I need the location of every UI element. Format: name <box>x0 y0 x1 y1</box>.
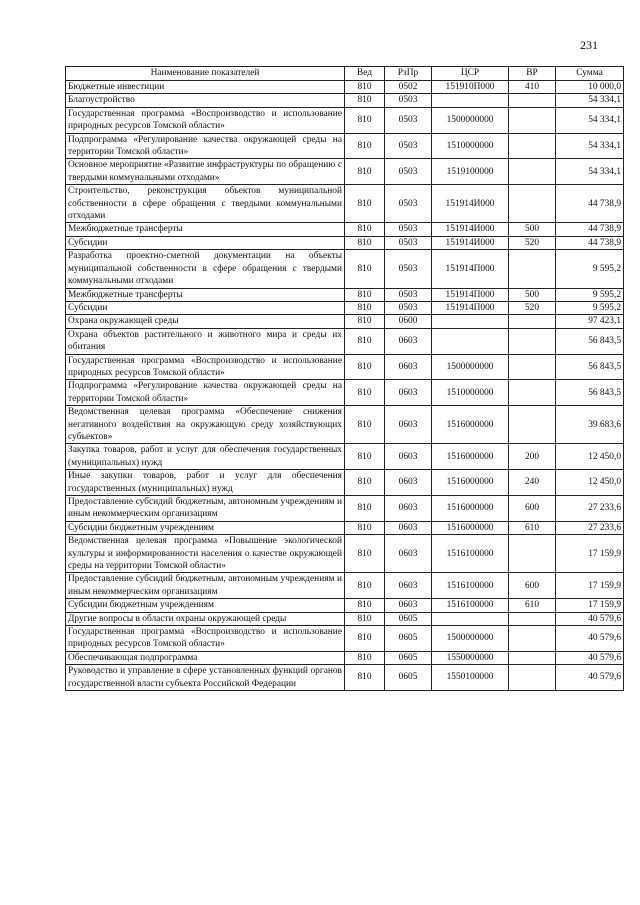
cell-csr: 1500000000 <box>432 354 509 380</box>
cell-vr <box>509 651 556 664</box>
cell-vr <box>509 535 556 573</box>
cell-name: Межбюджетные трансферты <box>66 288 345 301</box>
cell-rzpr: 0605 <box>385 665 432 691</box>
table-row <box>66 626 624 652</box>
cell-name: Субсидии <box>66 236 345 249</box>
cell-sum: 44 738,9 <box>556 236 624 249</box>
cell-sum: 9 595,2 <box>556 288 624 301</box>
cell-vr <box>509 328 556 354</box>
cell-sum: 40 579,6 <box>556 665 624 691</box>
cell-ved: 810 <box>345 354 385 380</box>
cell-csr: 1519100000 <box>432 159 509 185</box>
header-csr: ЦСР <box>432 67 509 81</box>
cell-rzpr: 0502 <box>385 81 432 94</box>
cell-rzpr: 0603 <box>385 535 432 573</box>
cell-name: Государственная программа «Воспроизводство и использование природных ресурсов Томской области» <box>66 107 345 133</box>
cell-rzpr: 0605 <box>385 626 432 652</box>
cell-rzpr: 0503 <box>385 223 432 236</box>
table-row <box>66 250 624 288</box>
cell-name: Охрана окружающей среды <box>66 315 345 328</box>
cell-csr <box>432 328 509 354</box>
table-row <box>66 223 624 236</box>
cell-rzpr: 0503 <box>385 94 432 107</box>
table-row <box>66 599 624 612</box>
cell-sum: 9 595,2 <box>556 250 624 288</box>
table-row <box>66 444 624 470</box>
cell-vr <box>509 185 556 223</box>
table-row <box>66 573 624 599</box>
cell-name: Ведомственная целевая программа «Повышение экологической культуры и информированности населения о качестве окружающей среды на территории Томской области» <box>66 535 345 573</box>
cell-sum: 10 000,0 <box>556 81 624 94</box>
cell-ved: 810 <box>345 612 385 625</box>
cell-rzpr: 0603 <box>385 470 432 496</box>
cell-ved: 810 <box>345 236 385 249</box>
cell-vr: 520 <box>509 301 556 314</box>
table-row <box>66 651 624 664</box>
cell-sum: 54 334,1 <box>556 159 624 185</box>
table-row <box>66 236 624 249</box>
cell-rzpr: 0603 <box>385 521 432 534</box>
cell-csr: 1500000000 <box>432 626 509 652</box>
table-row <box>66 159 624 185</box>
cell-rzpr: 0503 <box>385 107 432 133</box>
cell-csr: 151914П000 <box>432 301 509 314</box>
cell-sum: 39 683,6 <box>556 406 624 444</box>
cell-ved: 810 <box>345 185 385 223</box>
cell-rzpr: 0605 <box>385 651 432 664</box>
cell-vr: 500 <box>509 223 556 236</box>
cell-name: Субсидии бюджетным учреждениям <box>66 521 345 534</box>
cell-csr: 1550100000 <box>432 665 509 691</box>
cell-vr: 240 <box>509 470 556 496</box>
cell-vr: 520 <box>509 236 556 249</box>
cell-name: Предоставление субсидий бюджетным, автономным учреждениям и иным некоммерческим организациям <box>66 496 345 522</box>
cell-csr <box>432 612 509 625</box>
cell-vr: 200 <box>509 444 556 470</box>
cell-csr: 1516000000 <box>432 470 509 496</box>
cell-rzpr: 0503 <box>385 133 432 159</box>
cell-name: Государственная программа «Воспроизводство и использование природных ресурсов Томской области» <box>66 354 345 380</box>
table-body <box>66 81 624 691</box>
table-row <box>66 406 624 444</box>
cell-csr: 1550000000 <box>432 651 509 664</box>
cell-csr <box>432 315 509 328</box>
cell-sum: 17 159,9 <box>556 535 624 573</box>
cell-sum: 40 579,6 <box>556 612 624 625</box>
cell-sum: 54 334,1 <box>556 133 624 159</box>
cell-vr <box>509 626 556 652</box>
table-header <box>66 67 624 81</box>
table-row <box>66 94 624 107</box>
cell-name: Иные закупки товаров, работ и услуг для обеспечения государственных (муниципальных) нужд <box>66 470 345 496</box>
cell-name: Подпрограмма «Регулирование качества окружающей среды на территории Томской области» <box>66 133 345 159</box>
cell-csr: 1510000000 <box>432 380 509 406</box>
cell-vr <box>509 380 556 406</box>
cell-name: Подпрограмма «Регулирование качества окружающей среды на территории Томской области» <box>66 380 345 406</box>
cell-csr: 1510000000 <box>432 133 509 159</box>
cell-vr <box>509 315 556 328</box>
cell-csr <box>432 94 509 107</box>
table-row <box>66 470 624 496</box>
cell-rzpr: 0603 <box>385 406 432 444</box>
cell-sum: 17 159,9 <box>556 573 624 599</box>
table-row <box>66 521 624 534</box>
cell-rzpr: 0503 <box>385 159 432 185</box>
cell-name: Охрана объектов растительного и животного мира и среды их обитания <box>66 328 345 354</box>
cell-csr: 151914П000 <box>432 250 509 288</box>
cell-vr <box>509 665 556 691</box>
cell-ved: 810 <box>345 521 385 534</box>
cell-sum: 17 159,9 <box>556 599 624 612</box>
cell-name: Обеспечивающая подпрограмма <box>66 651 345 664</box>
cell-vr: 610 <box>509 521 556 534</box>
cell-vr <box>509 159 556 185</box>
cell-csr: 151914И000 <box>432 236 509 249</box>
cell-csr: 151914И000 <box>432 223 509 236</box>
cell-sum: 56 843,5 <box>556 328 624 354</box>
cell-name: Закупка товаров, работ и услуг для обеспечения государственных (муниципальных) нужд <box>66 444 345 470</box>
cell-csr: 1516100000 <box>432 599 509 612</box>
cell-csr: 151914И000 <box>432 185 509 223</box>
cell-ved: 810 <box>345 133 385 159</box>
cell-ved: 810 <box>345 328 385 354</box>
cell-vr <box>509 612 556 625</box>
cell-rzpr: 0603 <box>385 380 432 406</box>
cell-csr: 1516000000 <box>432 406 509 444</box>
cell-ved: 810 <box>345 444 385 470</box>
cell-rzpr: 0605 <box>385 612 432 625</box>
cell-csr: 1516000000 <box>432 444 509 470</box>
cell-csr: 1516000000 <box>432 521 509 534</box>
cell-name: Межбюджетные трансферты <box>66 223 345 236</box>
cell-csr: 1516100000 <box>432 535 509 573</box>
table-row <box>66 301 624 314</box>
table-row <box>66 496 624 522</box>
cell-ved: 810 <box>345 301 385 314</box>
cell-sum: 40 579,6 <box>556 626 624 652</box>
cell-sum: 56 843,5 <box>556 380 624 406</box>
cell-name: Другие вопросы в области охраны окружающей среды <box>66 612 345 625</box>
cell-rzpr: 0603 <box>385 496 432 522</box>
cell-name: Разработка проектно-сметной документации на объекты муниципальной собственности в сфере обращения с твердыми коммунальными отходами <box>66 250 345 288</box>
cell-ved: 810 <box>345 81 385 94</box>
cell-sum: 27 233,6 <box>556 496 624 522</box>
table-row <box>66 185 624 223</box>
cell-sum: 12 450,0 <box>556 470 624 496</box>
cell-csr: 1500000000 <box>432 107 509 133</box>
table-row <box>66 354 624 380</box>
cell-ved: 810 <box>345 626 385 652</box>
cell-rzpr: 0603 <box>385 328 432 354</box>
cell-ved: 810 <box>345 665 385 691</box>
cell-ved: 810 <box>345 599 385 612</box>
cell-rzpr: 0503 <box>385 185 432 223</box>
header-sum: Сумма <box>556 67 624 81</box>
cell-rzpr: 0503 <box>385 288 432 301</box>
cell-name: Предоставление субсидий бюджетным, автономным учреждениям и иным некоммерческим организациям <box>66 573 345 599</box>
cell-vr: 410 <box>509 81 556 94</box>
cell-ved: 810 <box>345 315 385 328</box>
cell-ved: 810 <box>345 573 385 599</box>
cell-csr: 151910П000 <box>432 81 509 94</box>
cell-vr: 600 <box>509 573 556 599</box>
cell-ved: 810 <box>345 535 385 573</box>
table-row <box>66 612 624 625</box>
cell-rzpr: 0603 <box>385 599 432 612</box>
cell-vr <box>509 94 556 107</box>
cell-rzpr: 0603 <box>385 573 432 599</box>
cell-name: Бюджетные инвестиции <box>66 81 345 94</box>
cell-vr: 600 <box>509 496 556 522</box>
cell-vr <box>509 354 556 380</box>
cell-ved: 810 <box>345 406 385 444</box>
cell-name: Ведомственная целевая программа «Обеспечение снижения негативного воздействия на окружающую среду хозяйствующих субъектов» <box>66 406 345 444</box>
cell-ved: 810 <box>345 288 385 301</box>
budget-table <box>65 66 624 691</box>
cell-sum: 54 334,1 <box>556 107 624 133</box>
cell-sum: 54 334,1 <box>556 94 624 107</box>
cell-ved: 810 <box>345 223 385 236</box>
cell-vr <box>509 406 556 444</box>
cell-sum: 40 579,6 <box>556 651 624 664</box>
cell-vr <box>509 133 556 159</box>
table-row <box>66 81 624 94</box>
table-row <box>66 380 624 406</box>
cell-ved: 810 <box>345 470 385 496</box>
header-name: Наименование показателей <box>66 67 345 81</box>
cell-rzpr: 0503 <box>385 301 432 314</box>
cell-ved: 810 <box>345 496 385 522</box>
header-rzpr: РзПр <box>385 67 432 81</box>
cell-name: Субсидии <box>66 301 345 314</box>
table-row <box>66 288 624 301</box>
cell-rzpr: 0603 <box>385 444 432 470</box>
cell-csr: 1516000000 <box>432 496 509 522</box>
page-number: 231 <box>580 38 598 52</box>
cell-sum: 12 450,0 <box>556 444 624 470</box>
cell-ved: 810 <box>345 107 385 133</box>
cell-name: Основное мероприятие «Развитие инфраструктуры по обращению с твердыми коммунальными отходами» <box>66 159 345 185</box>
cell-name: Руководство и управление в сфере установленных функций органов государственной власти субъекта Российской Федерации <box>66 665 345 691</box>
table-row <box>66 535 624 573</box>
cell-rzpr: 0603 <box>385 354 432 380</box>
cell-csr: 151914П000 <box>432 288 509 301</box>
cell-vr: 500 <box>509 288 556 301</box>
cell-name: Строительство, реконструкция объектов муниципальной собственности в сфере обращения с твердыми коммунальными отходами <box>66 185 345 223</box>
cell-ved: 810 <box>345 250 385 288</box>
cell-csr: 1516100000 <box>432 573 509 599</box>
header-ved: Вед <box>345 67 385 81</box>
cell-sum: 44 738,9 <box>556 223 624 236</box>
cell-sum: 97 423,1 <box>556 315 624 328</box>
cell-ved: 810 <box>345 159 385 185</box>
cell-vr <box>509 250 556 288</box>
cell-name: Государственная программа «Воспроизводство и использование природных ресурсов Томской области» <box>66 626 345 652</box>
table-row <box>66 315 624 328</box>
cell-sum: 56 843,5 <box>556 354 624 380</box>
cell-sum: 27 233,6 <box>556 521 624 534</box>
cell-ved: 810 <box>345 94 385 107</box>
table-row <box>66 665 624 691</box>
cell-rzpr: 0600 <box>385 315 432 328</box>
cell-rzpr: 0503 <box>385 236 432 249</box>
table-row <box>66 107 624 133</box>
cell-ved: 810 <box>345 651 385 664</box>
cell-sum: 9 595,2 <box>556 301 624 314</box>
cell-vr <box>509 107 556 133</box>
header-vr: ВР <box>509 67 556 81</box>
table-row <box>66 133 624 159</box>
cell-name: Благоустройство <box>66 94 345 107</box>
cell-vr: 610 <box>509 599 556 612</box>
cell-rzpr: 0503 <box>385 250 432 288</box>
cell-ved: 810 <box>345 380 385 406</box>
header-row <box>66 67 624 81</box>
cell-name: Субсидии бюджетным учреждениям <box>66 599 345 612</box>
cell-sum: 44 738,9 <box>556 185 624 223</box>
table-row <box>66 328 624 354</box>
